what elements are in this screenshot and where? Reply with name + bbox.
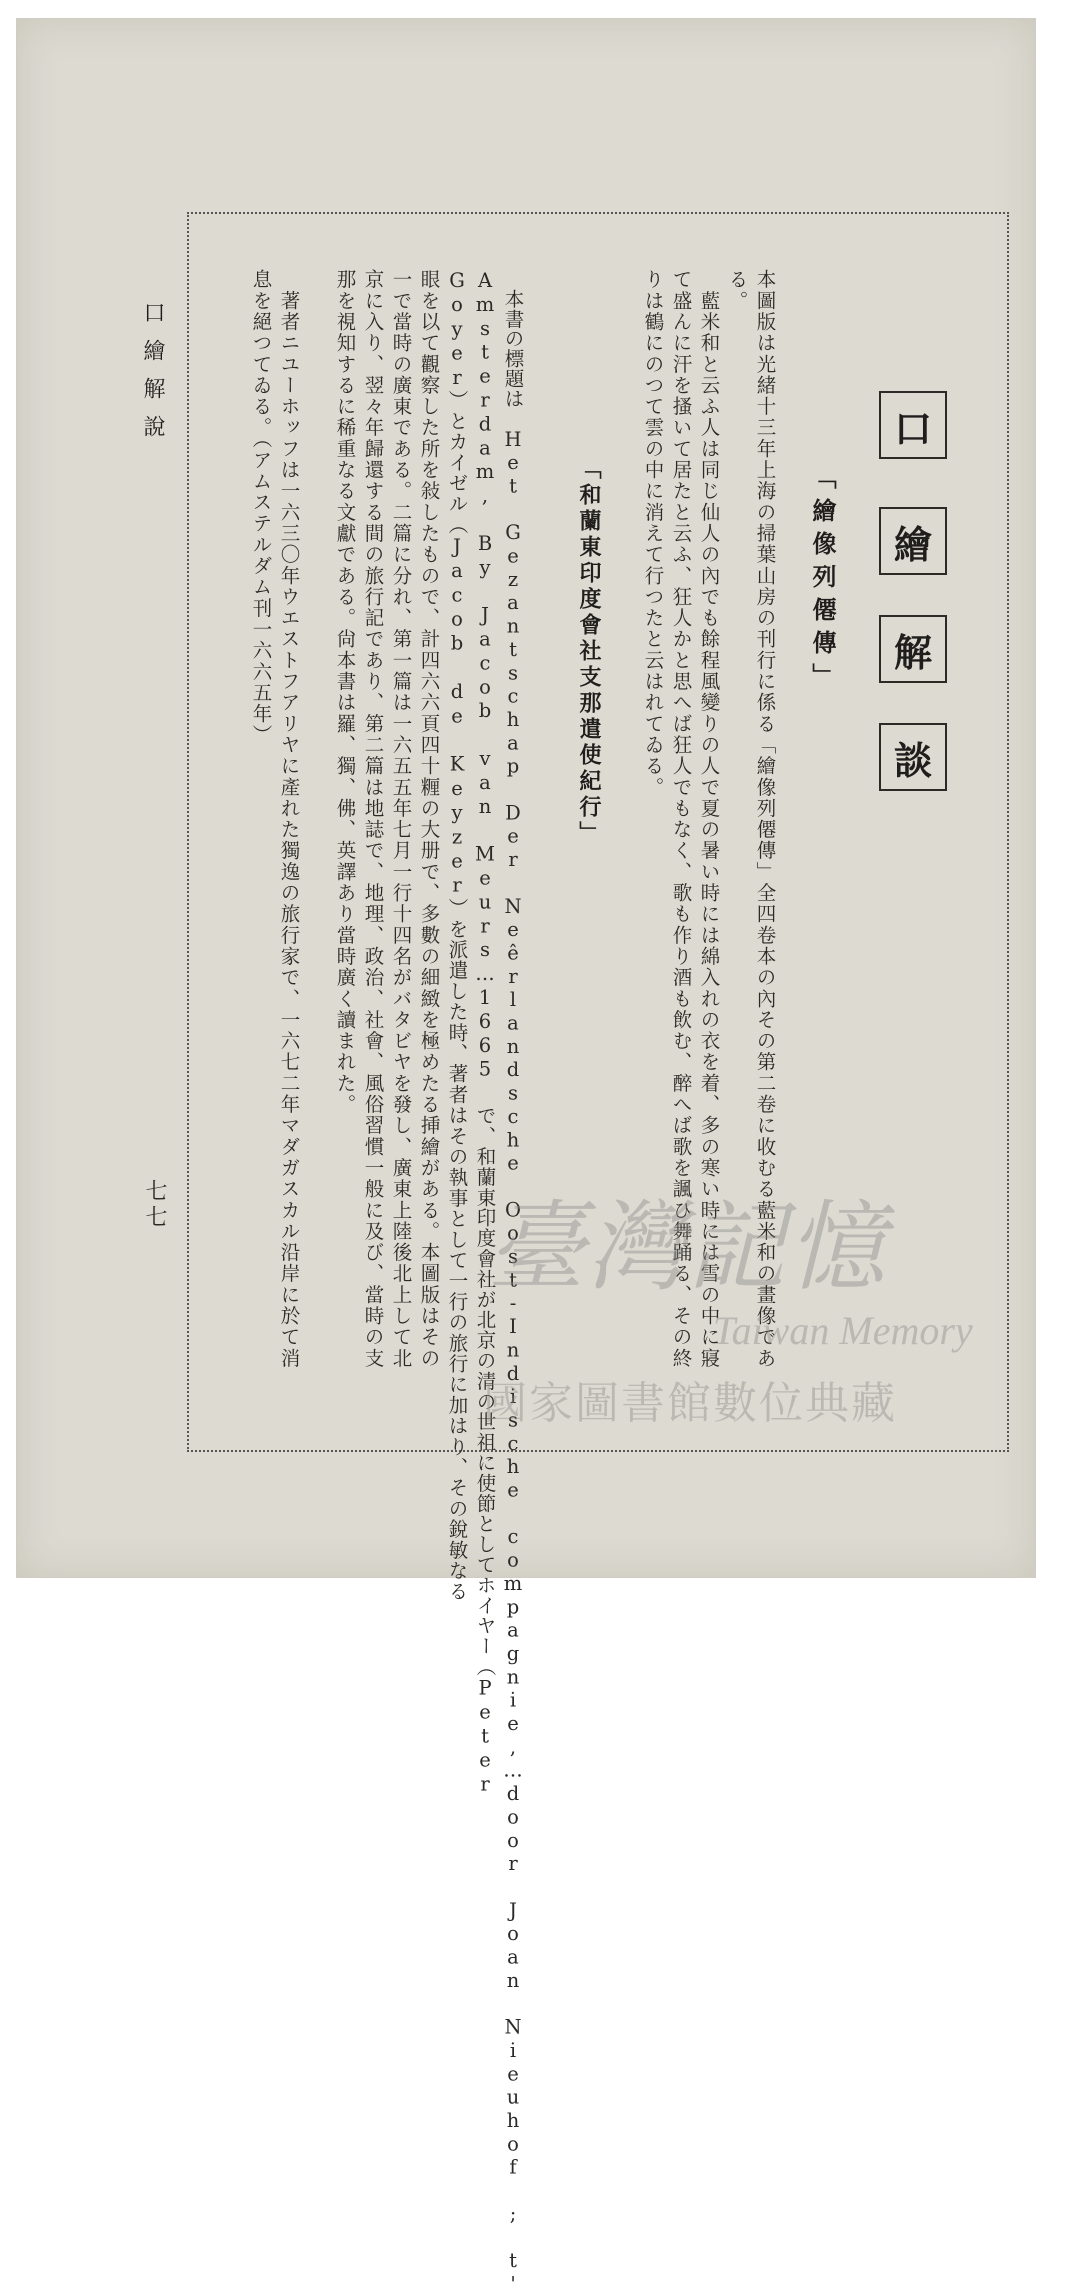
section2-line-5: 一で當時の廣東である。二篇に分れ、第一篇は一六五五年七月一行十四名がバタビヤを發し、廣東上陸後北上して北 [389, 269, 413, 1369]
section2-heading: 「和蘭東印度會社支那遣使紀行」 [576, 457, 601, 847]
section2-line-8: 著者ニユーホッフは一六三〇年ウエストフアリヤに產れた獨逸の旅行家で、一六七二年マダガスカル沿岸に於て消 [277, 269, 301, 1369]
section1-line-1: 本圖版は光緒十三年上海の掃葉山房の刊行に係る「繪像列僊傳」全四卷本の內その第二卷に收むる藍米和の畫像であ [753, 269, 777, 1369]
title-char-2: 繪 [879, 507, 947, 575]
section2-line-7: 那を視知するに稀重なる文獻である。尙本書は羅、獨、佛、英譯あり當時廣く讀まれた。 [333, 269, 357, 1115]
title-char-1: 口 [879, 391, 947, 459]
section2-line-2: Amsterdam, By Jacob van Meurs…1665 で、和蘭東印度會社が北京の清の世祖に使節としてホイヤー（Peter [473, 269, 497, 1797]
section1-line-3: 藍米和と云ふ人は同じ仙人の內でも餘程風變りの人で夏の暑い時には綿入れの衣を着、多の寒い時には雪の中に寢 [697, 269, 721, 1369]
title-char-3: 解 [879, 615, 947, 683]
section2-line-9: 息を絕つてゐる。（アムステルダム刊一六六五年） [249, 269, 273, 746]
section1-line-2: る。 [725, 269, 749, 312]
watermark-main: 臺灣記憶 [487, 1191, 888, 1305]
page-number: 七七 [142, 1179, 167, 1231]
running-head: 口繪解說 [140, 301, 165, 453]
section2-line-4: 眼を以て觀察した所を敍したもので、計四六六頁四十糎の大册で、多數の細緻を極めたる挿繪がある。本圖版はその [417, 269, 441, 1369]
section2-line-6: 京に入り、翌々年歸還する間の旅行記であり、第二篇は地誌で、地理、政治、社會、風俗習慣一般に及び、當時の支 [361, 269, 385, 1369]
book-page [16, 18, 1036, 2296]
title-char-4: 談 [879, 723, 947, 791]
section1-line-5: りは鶴にのつて雲の中に消えて行つたと云はれてゐる。 [641, 269, 665, 798]
section1-line-4: て盛んに汗を搔いて居たと云ふ、狂人かと思へば狂人でもなく、歌も作り酒も飲む、醉へば歌を諷ひ舞踊る、その終 [669, 269, 693, 1369]
section2-line-3: Goyer）とカイゼル（Jacob de Keyzer）を派遣した時、著者はその執事として一行の旅行に加はり、その銳敏なる [445, 269, 469, 1602]
watermark-sub: 國家圖書館數位典藏 [483, 1378, 897, 1429]
watermark-english: Taiwan Memory [713, 1308, 973, 1353]
section1-heading: 「繪像列僊傳」 [808, 465, 836, 696]
section2-line-1: 本書の標題は Het Gezantschap Der Neêrlandsche Oost-Indische compagnie,…door Joan Nieuhof ; t' [501, 269, 525, 2296]
